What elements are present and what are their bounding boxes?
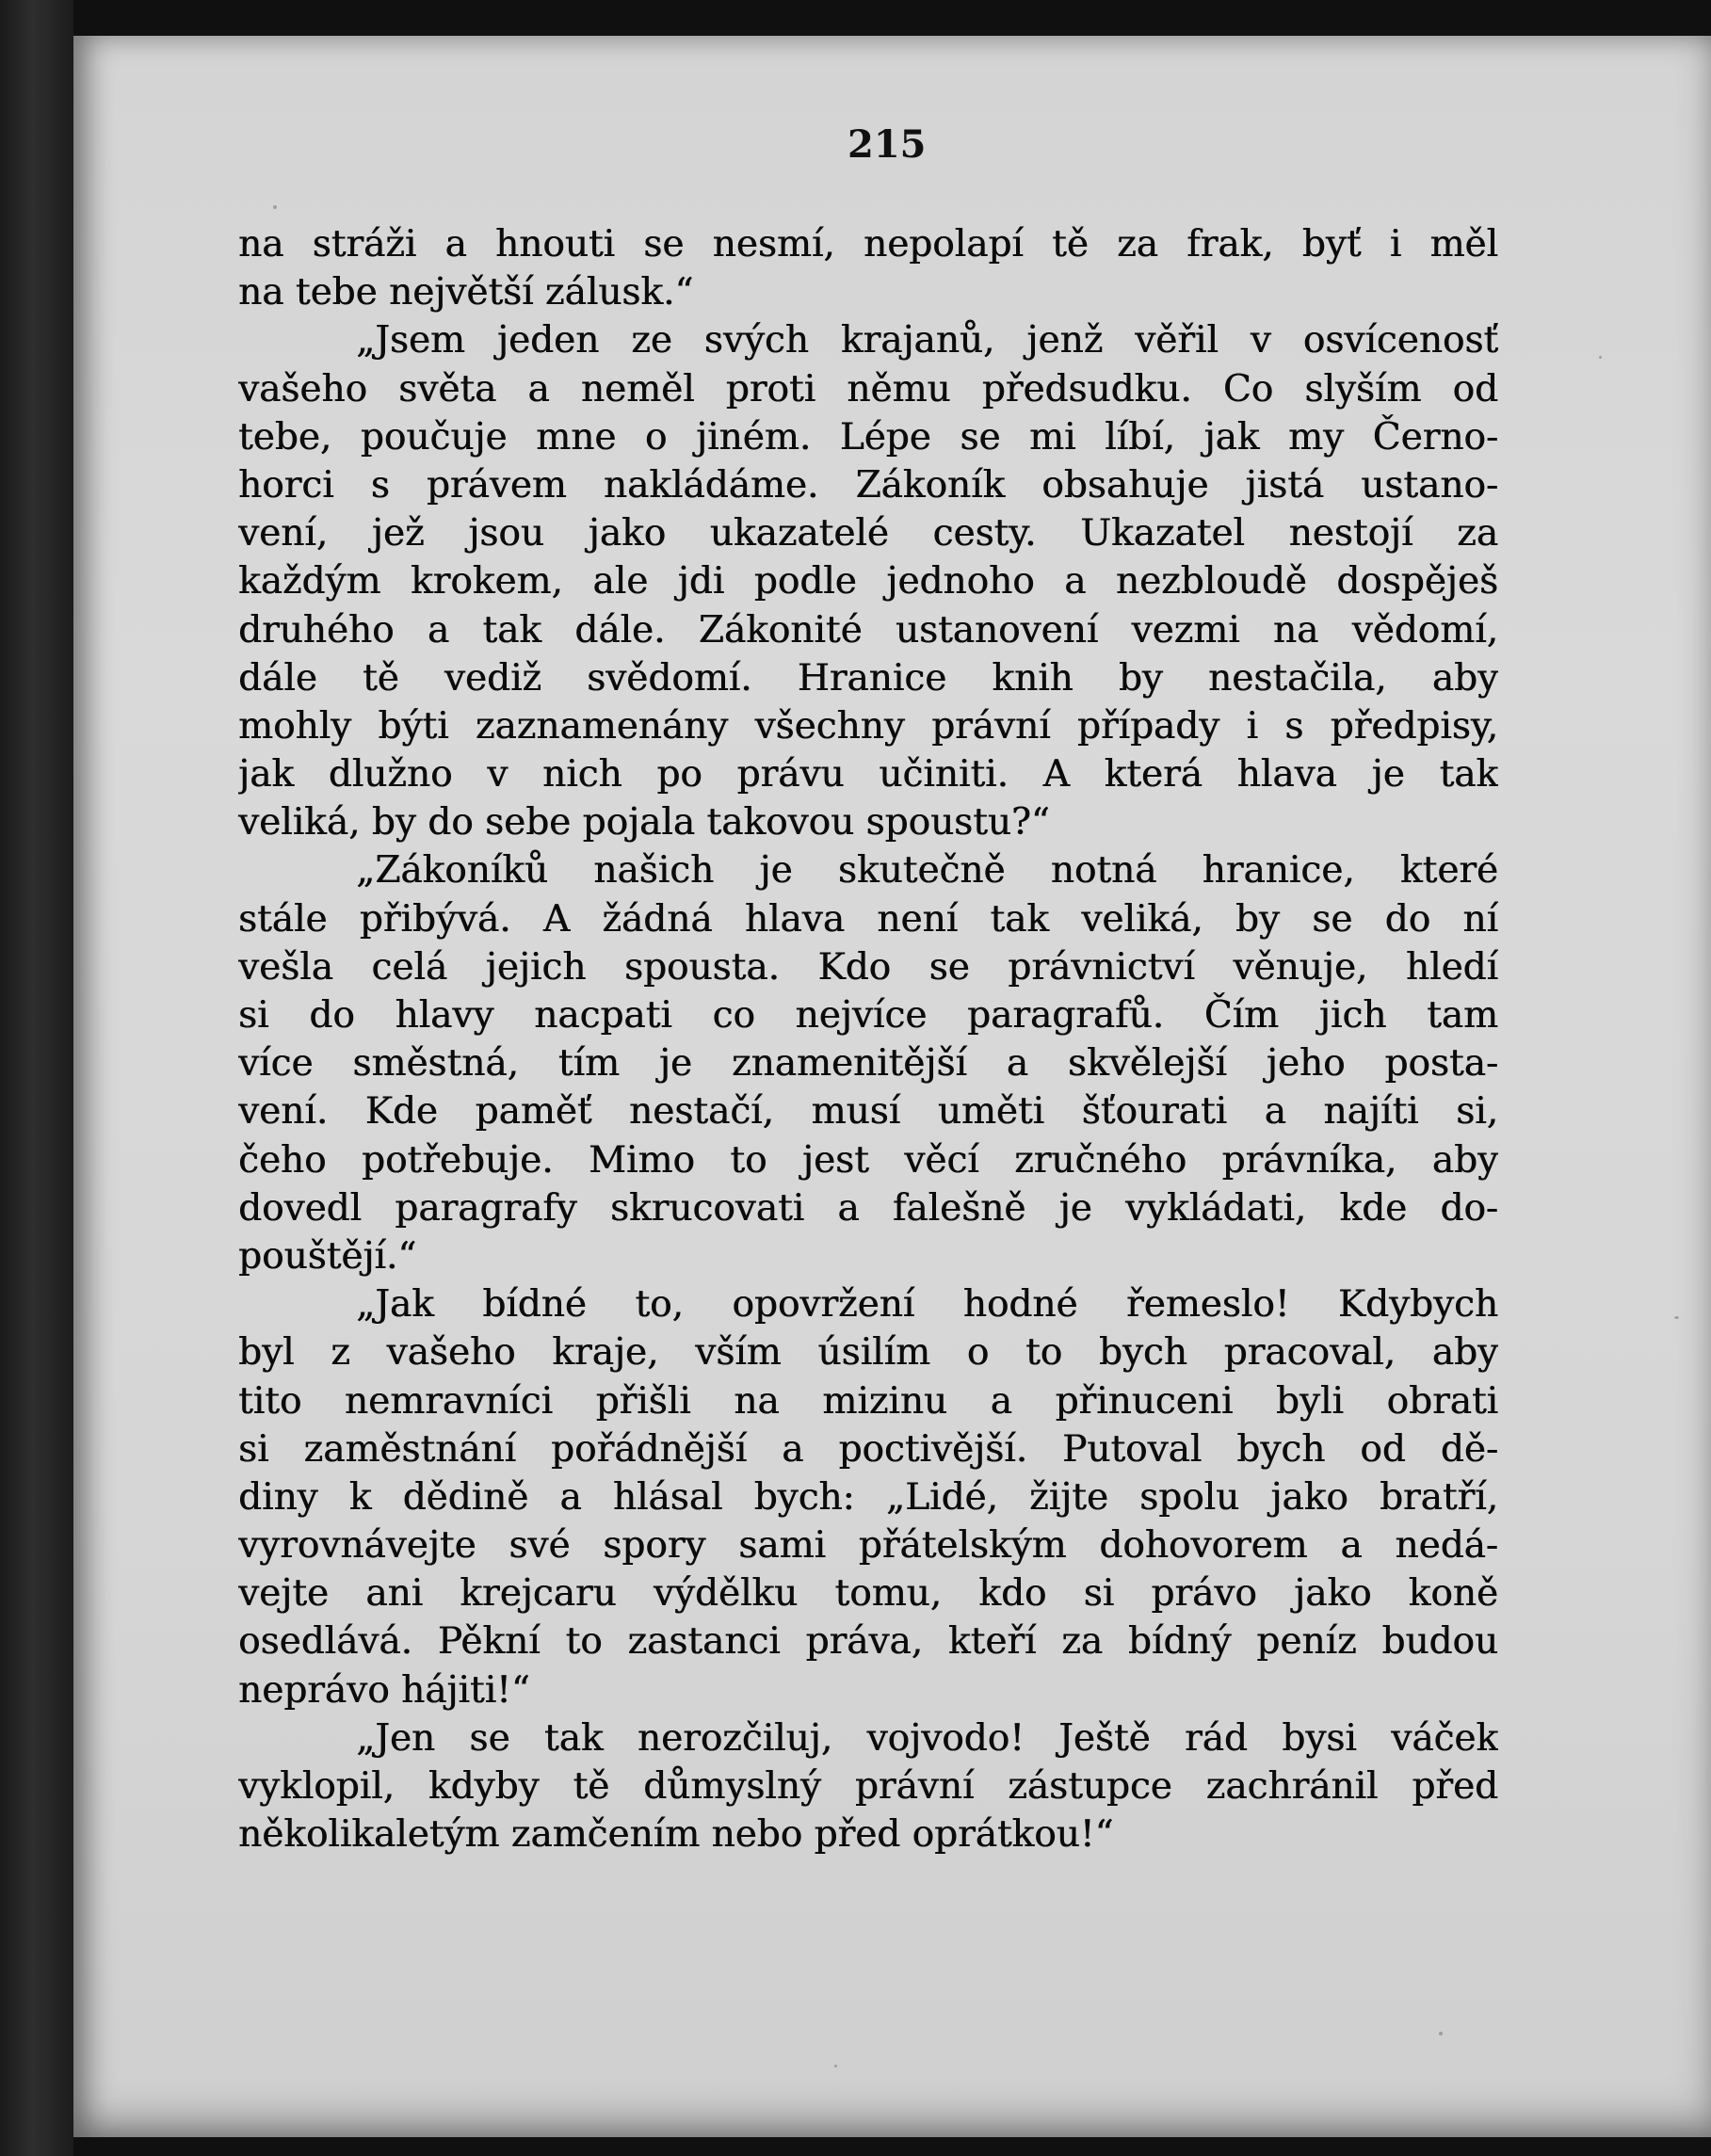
page-number: 215 bbox=[847, 122, 927, 167]
text-line: horci s právem nakládáme. Zákoník obsahuje jistá ustano- bbox=[238, 463, 1498, 507]
text-line: stále přibývá. A žádná hlava není tak veliká, by se do ní bbox=[238, 897, 1498, 941]
book-page bbox=[73, 36, 1711, 2137]
text-line: dále tě vediž svědomí. Hranice knih by nestačila, aby bbox=[238, 656, 1498, 700]
text-line: vejte ani krejcaru výdělku tomu, kdo si právo jako koně bbox=[238, 1572, 1498, 1616]
text-line: jak dlužno v nich po právu učiniti. A která hlava je tak bbox=[238, 753, 1498, 796]
text-line: více směstná, tím je znamenitější a skvělejší jeho posta- bbox=[238, 1042, 1498, 1086]
text-line: na tebe největší zálusk.“ bbox=[238, 271, 694, 314]
scan-speck bbox=[1439, 2032, 1443, 2035]
text-line: si do hlavy nacpati co nejvíce paragrafů. Čím jich tam bbox=[238, 994, 1498, 1037]
text-line: vyklopil, kdyby tě důmyslný právní zástupce zachránil před bbox=[238, 1765, 1498, 1808]
text-line: veliká, by do sebe pojala takovou spoustu?“ bbox=[238, 801, 1050, 845]
text-line: vení, jež jsou jako ukazatelé cesty. Ukazatel nestojí za bbox=[238, 512, 1498, 555]
scan-speck bbox=[273, 205, 277, 209]
text-line: byl z vašeho kraje, vším úsilím o to bych pracoval, aby bbox=[238, 1331, 1498, 1375]
text-line: na stráži a hnouti se nesmí, nepolapí tě za frak, byť i měl bbox=[238, 223, 1498, 265]
text-line: vašeho světa a neměl proti němu předsudku. Co slyším od bbox=[238, 367, 1498, 410]
text-line: „Jen se tak nerozčiluj, vojvodo! Ještě rád bysi váček bbox=[356, 1716, 1498, 1760]
text-line: vyrovnávejte své spory sami přátelským dohovorem a nedá- bbox=[238, 1524, 1498, 1568]
scan-speck bbox=[1674, 1316, 1679, 1319]
text-line: „Jak bídné to, opovržení hodné řemeslo! Kdybych bbox=[356, 1283, 1498, 1327]
body-text bbox=[238, 220, 1498, 1858]
text-line: „Zákoníků našich je skutečně notná hranice, které bbox=[356, 849, 1498, 893]
book-spine-edge bbox=[0, 0, 73, 2156]
text-line: neprávo hájiti!“ bbox=[238, 1668, 530, 1712]
scan-speck bbox=[834, 2065, 837, 2068]
text-line: vení. Kde paměť nestačí, musí uměti šťourati a najíti si, bbox=[238, 1090, 1498, 1134]
text-line: pouštějí.“ bbox=[238, 1234, 417, 1278]
text-line: „Jsem jeden ze svých krajanů, jenž věřil v osvícenosť bbox=[356, 319, 1498, 362]
scan-speck bbox=[1599, 356, 1602, 359]
text-line: druhého a tak dále. Zákonité ustanovení vezmi na vědomí, bbox=[238, 608, 1498, 652]
text-line: osedlává. Pěkní to zastanci práva, kteří za bídný peníz budou bbox=[238, 1620, 1498, 1664]
text-line: několikaletým zamčením nebo před oprátkou!“ bbox=[238, 1813, 1114, 1857]
text-line: každým krokem, ale jdi podle jednoho a nezbloudě dospěješ bbox=[238, 560, 1498, 603]
text-line: vešla celá jejich spousta. Kdo se právnictví věnuje, hledí bbox=[238, 945, 1498, 989]
text-line: dovedl paragrafy skrucovati a falešně je vykládati, kde do- bbox=[238, 1186, 1498, 1230]
text-line: čeho potřebuje. Mimo to jest věcí zručného právníka, aby bbox=[238, 1138, 1498, 1182]
text-line: tebe, poučuje mne o jiném. Lépe se mi líbí, jak my Černo- bbox=[238, 415, 1498, 459]
text-line: diny k dědině a hlásal bych: „Lidé, žijte spolu jako bratří, bbox=[238, 1475, 1498, 1519]
text-line: tito nemravníci přišli na mizinu a přinuceni byli obrati bbox=[238, 1379, 1498, 1423]
text-line: si zaměstnání pořádnější a poctivější. Putoval bych od dě- bbox=[238, 1427, 1498, 1471]
text-line: mohly býti zaznamenány všechny právní případy i s předpisy, bbox=[238, 704, 1498, 748]
